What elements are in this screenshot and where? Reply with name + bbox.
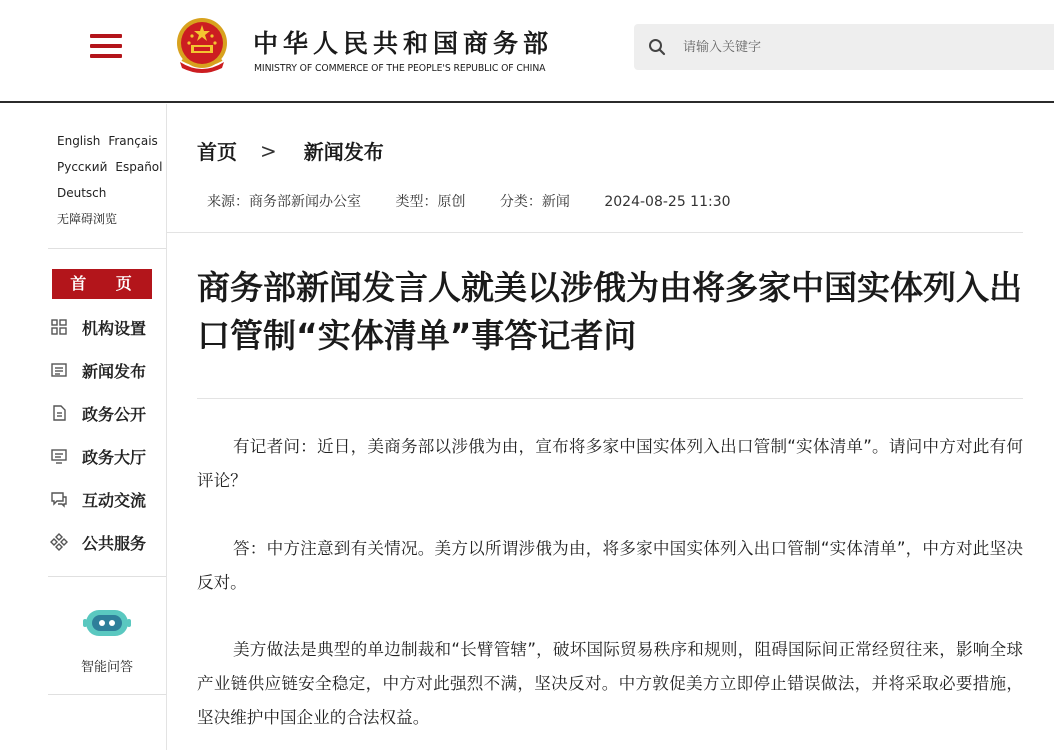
sidebar-item-organization[interactable] <box>50 312 146 342</box>
title-divider <box>197 398 1023 399</box>
sidebar-item-label: 互动交流 <box>82 490 147 510</box>
sidebar-item-gov-affairs[interactable] <box>50 398 146 428</box>
meta-divider <box>167 232 1023 233</box>
article-paragraph: 有记者问：近日，美商务部以涉俄为由，宣布将多家中国实体列入出口管制“实体清单”。请问中方对此有何评论？ <box>197 437 1023 490</box>
sidebar-item-interaction[interactable] <box>50 484 146 514</box>
breadcrumb-separator-icon: > <box>260 138 277 163</box>
sidebar-item-news[interactable] <box>50 355 146 385</box>
smart-qa-label: 智能问答 <box>80 660 133 675</box>
smart-qa-button[interactable] <box>48 604 166 675</box>
sidebar-divider <box>48 248 166 249</box>
lang-russian-link[interactable]: Русский <box>57 160 108 174</box>
sidebar-home-button[interactable]: 首 页 <box>52 269 152 299</box>
sidebar-item-label: 政务大厅 <box>82 447 147 467</box>
national-emblem-icon[interactable] <box>172 16 232 78</box>
meta-category: 分类：新闻 <box>499 194 570 210</box>
site-title: 中华人民共和国商务部 <box>253 29 554 58</box>
lang-english-link[interactable]: English <box>57 134 101 148</box>
robot-assistant-icon <box>83 604 131 642</box>
search-box <box>634 24 1054 70</box>
sidebar-item-label: 新闻发布 <box>82 361 147 381</box>
lang-french-link[interactable]: Français <box>108 134 158 148</box>
hamburger-menu-icon[interactable] <box>90 34 122 60</box>
article-title: 商务部新闻发言人就美以涉俄为由将多家中国实体列入出口管制“实体清单”事答记者问 <box>197 268 1022 355</box>
sidebar-divider <box>48 576 166 577</box>
article-paragraph: 答：中方注意到有关情况。美方以所谓涉俄为由，将多家中国实体列入出口管制“实体清单”，中方对此坚决反对。 <box>197 539 1023 592</box>
grid-icon <box>50 318 68 336</box>
sidebar <box>48 104 167 750</box>
breadcrumb-home[interactable]: 首页 <box>197 140 237 164</box>
sidebar-item-public-service[interactable] <box>50 527 146 557</box>
site-subtitle: MINISTRY OF COMMERCE OF THE PEOPLE'S REPUBLIC OF CHINA <box>254 63 546 74</box>
search-input[interactable] <box>683 40 1013 55</box>
lang-german-link[interactable]: Deutsch <box>57 186 107 200</box>
main-content <box>197 104 1023 750</box>
chat-icon <box>50 490 68 508</box>
sidebar-item-service-hall[interactable] <box>50 441 146 471</box>
breadcrumb-news[interactable]: 新闻发布 <box>303 140 384 164</box>
sidebar-item-label: 政务公开 <box>82 404 147 424</box>
site-header <box>0 0 1054 103</box>
document-icon <box>50 404 68 422</box>
sidebar-item-label: 机构设置 <box>82 318 147 338</box>
breadcrumb <box>197 136 384 165</box>
accessibility-link[interactable]: 无障碍浏览 <box>57 212 118 226</box>
language-links <box>57 128 170 232</box>
lang-spanish-link[interactable]: Español <box>115 160 163 174</box>
article-paragraph: 美方做法是典型的单边制裁和“长臂管辖”，破坏国际贸易秩序和规则，阻碍国际间正常经贸往来，影响全球产业链供应链安全稳定，中方对此强烈不满，坚决反对。中方敦促美方立即停止错误做法，并将采取必要措施，坚决维护中国企业的合法权益。 <box>197 640 1023 727</box>
sidebar-item-label: 公共服务 <box>82 533 147 553</box>
search-icon[interactable] <box>647 37 667 57</box>
service-hall-icon <box>50 447 68 465</box>
sidebar-divider <box>48 694 166 695</box>
public-service-icon <box>50 533 68 551</box>
meta-type: 类型：原创 <box>395 194 466 210</box>
article-meta <box>207 191 761 211</box>
meta-source: 来源：商务部新闻办公室 <box>207 194 361 210</box>
news-list-icon <box>50 361 68 379</box>
meta-datetime: 2024-08-25 11:30 <box>604 194 731 210</box>
